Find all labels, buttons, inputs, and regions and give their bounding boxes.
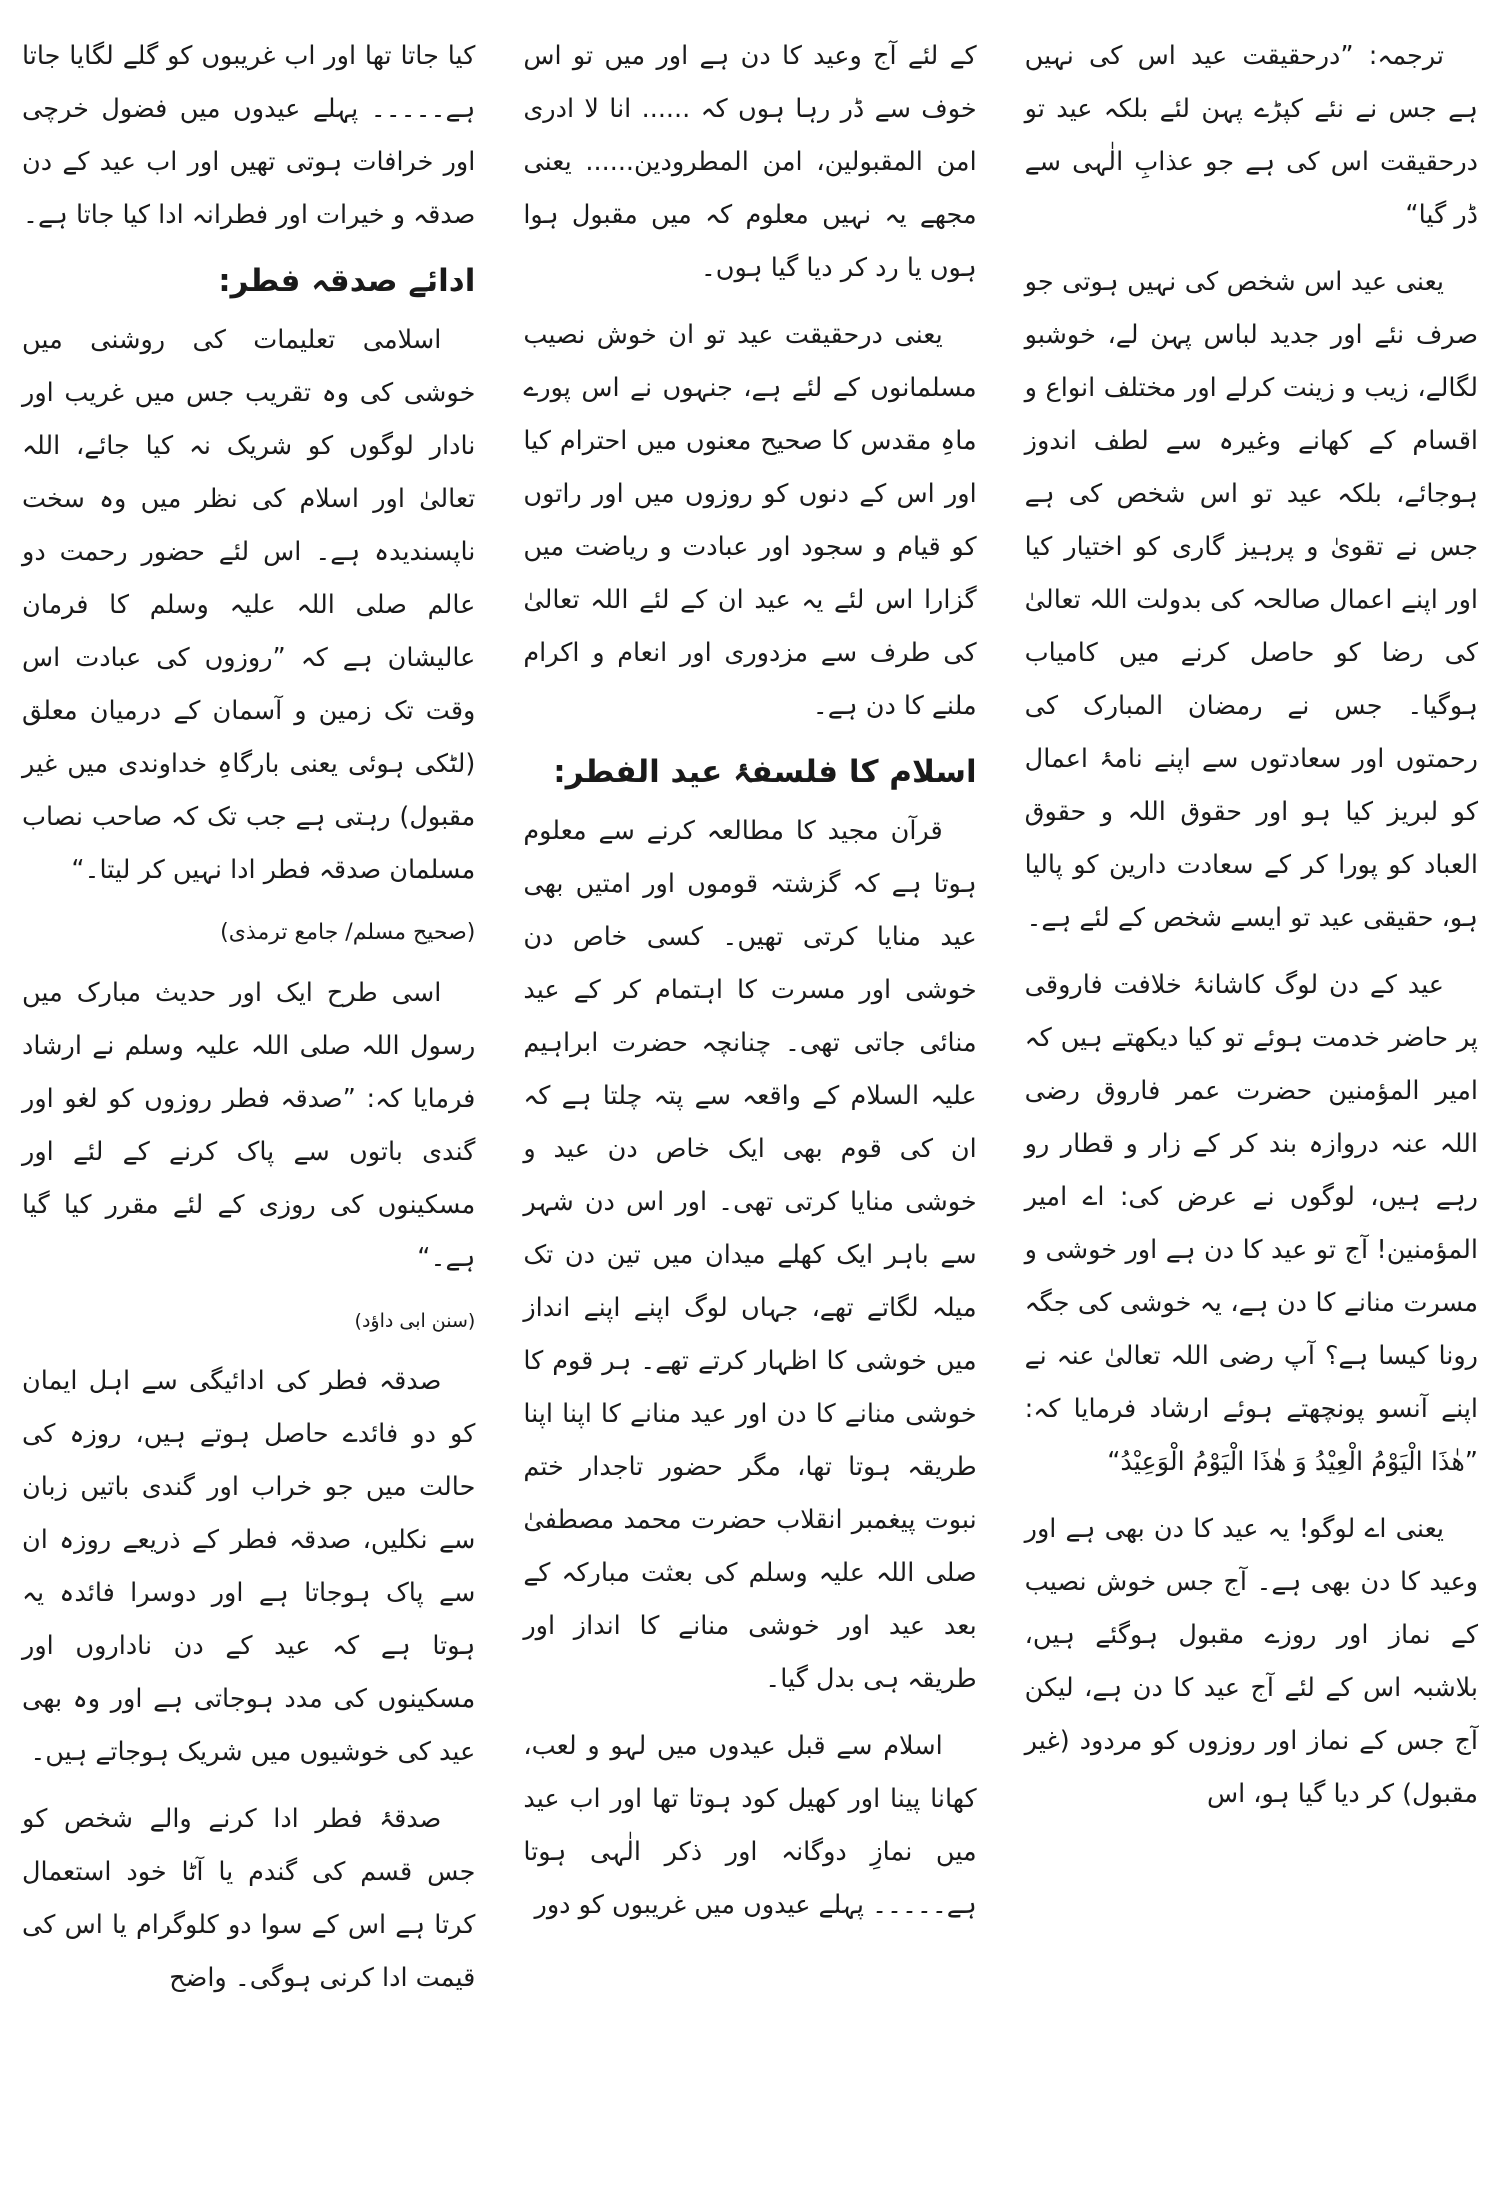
paragraph: یعنی عید اس شخص کی نہیں ہوتی جو صرف نئے اور جدید لباس پہن لے، خوشبو لگالے، زیب و زینت کرلے اور مختلف انواع و اقسام کے کھانے وغیرہ سے لطف اندوز ہوجائے، بلکہ عید تو اس شخص کی ہے جس نے تقویٰ و پرہیز گاری کو اختیار کیا اور اپنے اعمال صالحہ کی بدولت اللہ تعالیٰ کی رضا کو حاصل کرنے میں کامیاب ہوگیا۔ جس نے رمضان المبارک کی رحمتوں اور سعادتوں سے اپنے نامۂ اعمال کو لبریز کیا ہو اور حقوق اللہ و حقوق العباد کو پورا کر کے سعادت دارین کو پالیا ہو، حقیقی عید تو ایسے شخص کے لئے ہے۔ (1024, 267, 1478, 933)
column-left (22, 30, 475, 2200)
paragraph: یعنی اے لوگو! یہ عید کا دن بھی ہے اور وعید کا دن بھی ہے۔ آج جس خوش نصیب کے نماز اور روزے مقبول ہوگئے ہیں، بلاشبہ اس کے لئے آج عید کا دن ہے، لیکن آج جس کے نماز اور روزوں کو مردود (غیر مقبول) کر دیا گیا ہو، اس (1024, 1514, 1478, 1809)
paragraph: اسلام سے قبل عیدوں میں لہو و لعب، کھانا پینا اور کھیل کود ہوتا تھا اور اب عید میں نمازِ دوگانہ اور ذکر الٰہی ہوتا ہے۔۔۔۔۔ پہلے عیدوں میں غریبوں کو دور (523, 1731, 977, 1920)
column-middle (523, 30, 976, 2200)
section-heading: ادائے صدقہ فطر: (218, 263, 476, 299)
section-heading: اسلام کا فلسفۂ عید الفطر: (553, 754, 977, 790)
paragraph: قرآن مجید کا مطالعہ کرنے سے معلوم ہوتا ہے کہ گزشتہ قوموں اور امتیں بھی عید منایا کرتی تھیں۔ کسی خاص دن خوشی اور مسرت کا اہتمام کر کے عید منائی جاتی تھی۔ چنانچہ حضرت ابراہیم علیہ السلام کے واقعہ سے پتہ چلتا ہے کہ ان کی قوم بھی ایک خاص دن عید و خوشی منایا کرتی تھی۔ اور اس دن شہر سے باہر ایک کھلے میدان میں تین دن تک میلہ لگاتے تھے، جہاں لوگ اپنے اپنے انداز میں خوشی کا اظہار کرتے تھے۔ ہر قوم کا خوشی منانے کا دن اور عید منانے کا اپنا اپنا طریقہ ہوتا تھا، مگر حضور تاجدار ختم نبوت پیغمبر انقلاب حضرت محمد مصطفیٰ صلی اللہ علیہ وسلم کی بعثت مبارکہ کے بعد عید اور خوشی منانے کا انداز اور طریقہ ہی بدل گیا۔ (523, 816, 977, 1694)
citation: (سنن ابی داؤد) (354, 1310, 476, 1332)
paragraph: اسی طرح ایک اور حدیث مبارک میں رسول اللہ صلی اللہ علیہ وسلم نے ارشاد فرمایا کہ: ”صدقہ فطر روزوں کو لغو اور گندی باتوں سے پاک کرنے کے لئے اور مسکینوں کی روزی کے لئے مقرر کیا گیا ہے۔“ (22, 978, 476, 1273)
paragraph: کے لئے آج وعید کا دن ہے اور میں تو اس خوف سے ڈر رہا ہوں کہ ...... انا لا ادری امن المقبولین، امن المطرودین...... یعنی مجھے یہ نہیں معلوم کہ میں مقبول ہوا ہوں یا رد کر دیا گیا ہوں۔ (523, 41, 977, 283)
paragraph: عید کے دن لوگ کاشانۂ خلافت فاروقی پر حاضر خدمت ہوئے تو کیا دیکھتے ہیں کہ امیر المؤمنین حضرت عمر فاروق رضی اللہ عنہ دروازہ بند کر کے زار و قطار رو رہے ہیں، لوگوں نے عرض کی: اے امیر المؤمنین! آج تو عید کا دن ہے اور خوشی و مسرت منانے کا دن ہے، یہ خوشی کی جگہ رونا کیسا ہے؟ آپ رضی اللہ تعالیٰ عنہ نے اپنے آنسو پونچھتے ہوئے ارشاد فرمایا کہ: ”ھٰذَا الْیَوْمُ الْعِیْدُ وَ ھٰذَا الْیَوْمُ الْوَعِیْدُ“ (1024, 970, 1478, 1477)
paragraph: کیا جاتا تھا اور اب غریبوں کو گلے لگایا جاتا ہے۔۔۔۔۔ پہلے عیدوں میں فضول خرچی اور خرافات ہوتی تھیں اور اب عید کے دن صدقہ و خیرات اور فطرانہ ادا کیا جاتا ہے۔ (22, 41, 476, 230)
paragraph: صدقہ فطر کی ادائیگی سے اہل ایمان کو دو فائدے حاصل ہوتے ہیں، روزہ کی حالت میں جو خراب اور گندی باتیں زبان سے نکلیں، صدقہ فطر کے ذریعے روزہ ان سے پاک ہوجاتا ہے اور دوسرا فائدہ یہ ہوتا ہے کہ عید کے دن ناداروں اور مسکینوں کی مدد ہوجاتی ہے اور وہ بھی عید کی خوشیوں میں شریک ہوجاتے ہیں۔ (22, 1366, 476, 1767)
citation: (صحیح مسلم/ جامع ترمذی) (220, 920, 476, 945)
paragraph: اسلامی تعلیمات کی روشنی میں خوشی کی وہ تقریب جس میں غریب اور نادار لوگوں کو شریک نہ کیا جائے، اللہ تعالیٰ اور اسلام کی نظر میں وہ سخت ناپسندیدہ ہے۔ اس لئے حضور رحمت دو عالم صلی اللہ علیہ وسلم کا فرمان عالیشان ہے کہ ”روزوں کی عبادت اس وقت تک زمین و آسمان کے درمیان معلق (لٹکی ہوئی یعنی بارگاہِ خداوندی میں غیر مقبول) رہتی ہے جب تک کہ صاحب نصاب مسلمان صدقہ فطر ادا نہیں کر لیتا۔“ (22, 325, 476, 885)
paragraph: یعنی درحقیقت عید تو ان خوش نصیب مسلمانوں کے لئے ہے، جنہوں نے اس پورے ماہِ مقدس کا صحیح معنوں میں احترام کیا اور اس کے دنوں کو روزوں میں اور راتوں کو قیام و سجود اور عبادت و ریاضت میں گزارا اس لئے یہ عید ان کے لئے اللہ تعالیٰ کی طرف سے مزدوری اور انعام و اکرام ملنے کا دن ہے۔ (523, 320, 977, 721)
column-right (1025, 30, 1478, 2200)
paragraph: ترجمہ: ”درحقیقت عید اس کی نہیں ہے جس نے نئے کپڑے پہن لئے بلکہ عید تو درحقیقت اس کی ہے جو عذابِ الٰہی سے ڈر گیا“ (1024, 41, 1478, 230)
paragraph: صدقۂ فطر ادا کرنے والے شخص کو جس قسم کی گندم یا آٹا خود استعمال کرتا ہے اس کے سوا دو کلوگرام یا اس کی قیمت ادا کرنی ہوگی۔ واضح (22, 1804, 476, 1993)
